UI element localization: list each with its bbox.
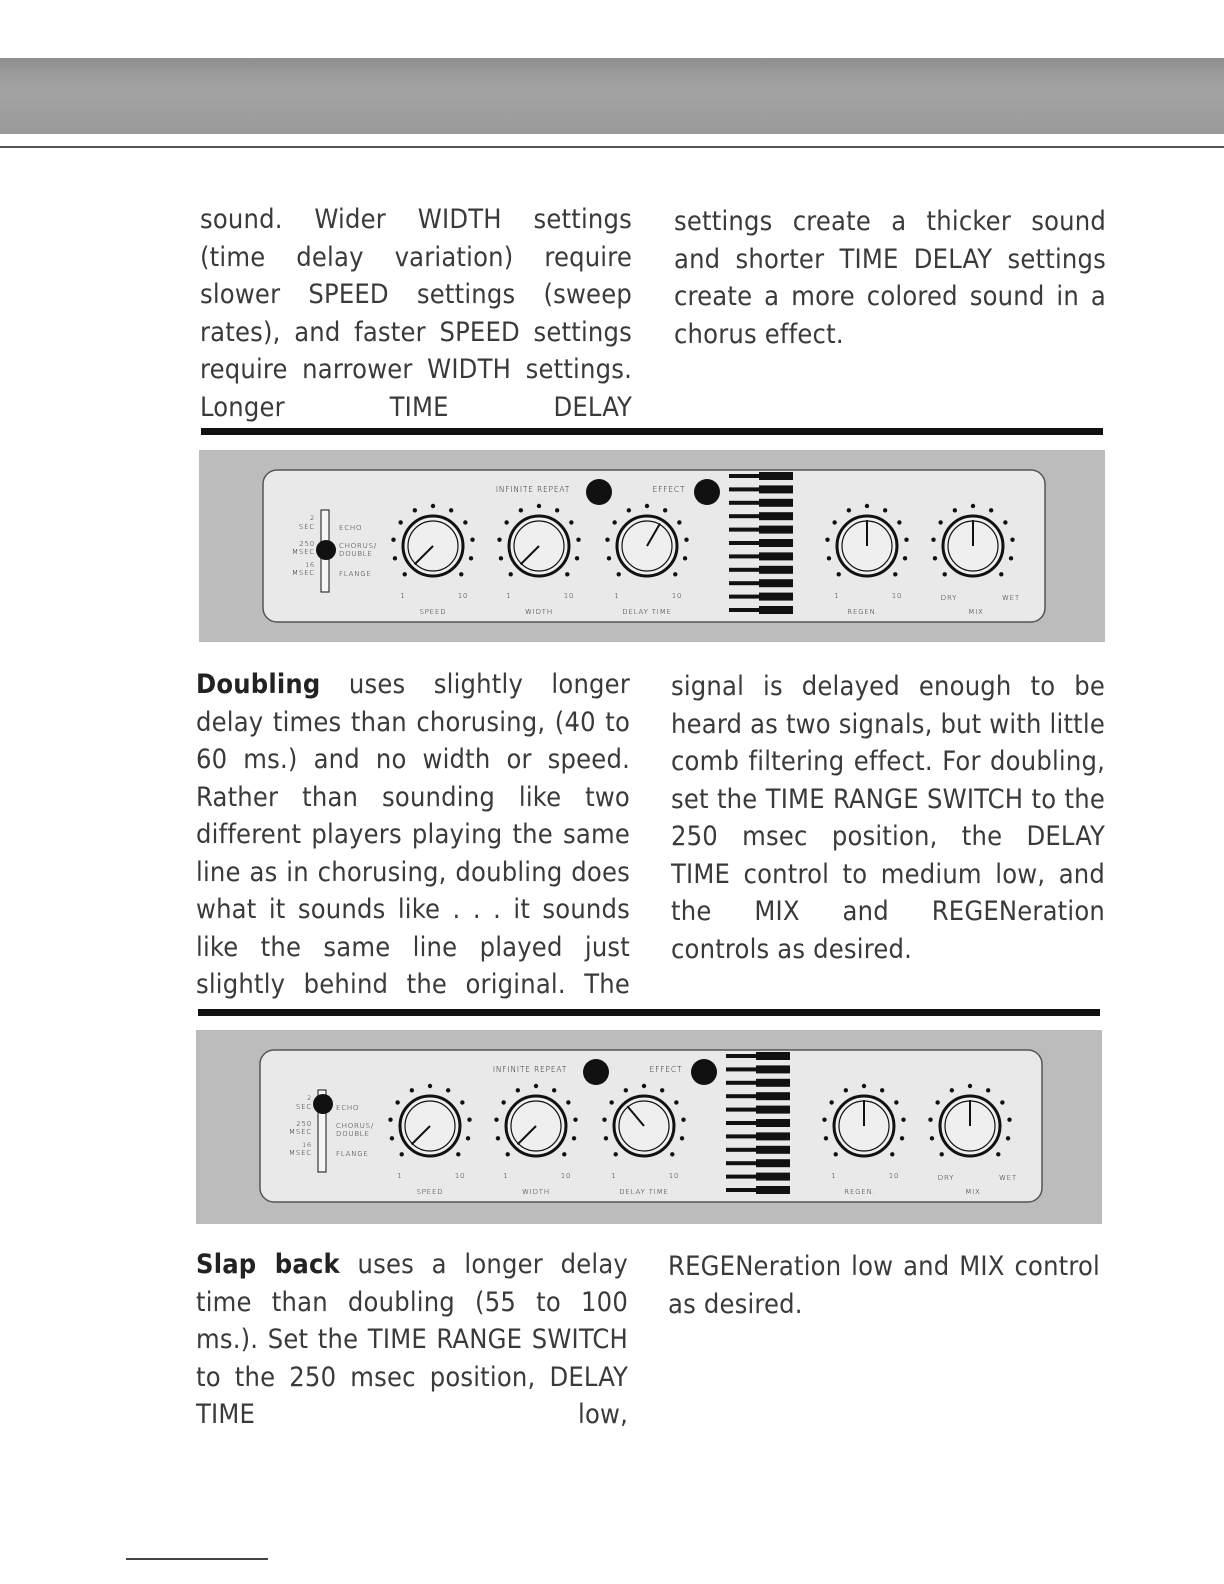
width-tick [534, 1084, 538, 1088]
slider-cap [756, 1119, 790, 1127]
section1-left-column [200, 201, 632, 426]
width-label: WIDTH [522, 1188, 550, 1196]
width-tick [497, 538, 501, 542]
delay-time-max-label: 10 [668, 1172, 680, 1180]
regen-tick [824, 1136, 828, 1140]
chorus-label: CHORUS/ [336, 1122, 375, 1130]
wet-label: WET [1001, 594, 1021, 602]
delay-time-tick [683, 556, 687, 560]
regen-tick [865, 504, 869, 508]
mix-tick [1009, 556, 1013, 560]
width-tick [575, 556, 579, 560]
slider-cap [756, 1079, 790, 1087]
speed-tick [393, 556, 397, 560]
regen-tick [862, 1084, 866, 1088]
speed-tick [456, 1152, 460, 1156]
section1-right-text: settings create a thicker sound and shorter TIME DELAY settings create a more colored sound in a chorus effect. [674, 206, 1106, 350]
effect-lamp [694, 479, 720, 505]
infinite-repeat-lamp [586, 479, 612, 505]
header-band [0, 58, 1224, 134]
mix-label: MIX [968, 608, 984, 616]
speed-tick [410, 1088, 414, 1092]
range-switch-handle [316, 540, 336, 560]
range-16-label: 16 [305, 561, 315, 569]
delay-time-tick [684, 538, 688, 542]
width-tick [555, 508, 559, 512]
width-max-label: 10 [560, 1172, 572, 1180]
regen-min-label: 1 [831, 1172, 837, 1180]
regen-tick [844, 1088, 848, 1092]
section-rule-2 [198, 1009, 1100, 1016]
speed-tick [470, 538, 474, 542]
regen-tick [829, 1100, 833, 1104]
regen-tick [837, 572, 841, 576]
infinite-repeat-label: INFINITE REPEAT [492, 1065, 568, 1074]
regen-tick [880, 1088, 884, 1092]
range-switch-handle [313, 1094, 333, 1114]
range-msec-label: MSEC [289, 1128, 312, 1136]
dry-label: DRY [940, 594, 958, 602]
section1-right-column [674, 203, 1106, 353]
slider-cap [759, 606, 793, 614]
width-tick [566, 1100, 570, 1104]
regen-tick [883, 508, 887, 512]
regen-label: REGEN. [847, 608, 879, 616]
mix-tick [938, 520, 942, 524]
slider-cap [759, 579, 793, 587]
delay-time-tick [670, 1152, 674, 1156]
width-tick [519, 508, 523, 512]
slider-cap [756, 1146, 790, 1154]
regen-max-label: 10 [888, 1172, 900, 1180]
flange-label: FLANGE [339, 570, 372, 578]
section3-right-text: REGENeration low and MIX control as desired. [668, 1251, 1100, 1320]
panel-1-drawing [263, 470, 1045, 622]
speed-max-label: 10 [454, 1172, 466, 1180]
speed-tick [466, 1136, 470, 1140]
effect-label: EFFECT [652, 485, 686, 494]
section3-left-column [196, 1246, 628, 1434]
infinite-repeat-lamp [583, 1059, 609, 1085]
range-2-label: 2 [307, 1094, 312, 1102]
section2-left-column [196, 666, 630, 1004]
width-label: WIDTH [525, 608, 553, 616]
range-sec-label: SEC [295, 1103, 312, 1111]
width-tick [572, 1136, 576, 1140]
delay-time-tick [604, 1136, 608, 1140]
mix-tick [943, 572, 947, 576]
width-tick [501, 1100, 505, 1104]
delay-time-tick [673, 572, 677, 576]
slider-cap [756, 1092, 790, 1100]
mix-tick [1003, 520, 1007, 524]
mix-tick [996, 1152, 1000, 1156]
speed-label: SPEED [419, 608, 447, 616]
wet-label: WET [998, 1174, 1018, 1182]
regen-tick [901, 1118, 905, 1122]
width-tick [496, 1136, 500, 1140]
mix-tick [940, 1152, 944, 1156]
delay-time-tick [602, 1118, 606, 1122]
width-tick [569, 520, 573, 524]
regen-tick [904, 538, 908, 542]
slider-cap [756, 1065, 790, 1073]
slider-cap [759, 499, 793, 507]
mix-tick [935, 1100, 939, 1104]
mix-tick [1000, 1100, 1004, 1104]
regen-tick [897, 520, 901, 524]
width-tick [499, 556, 503, 560]
mix-tick [930, 1136, 934, 1140]
section2-right-column [671, 668, 1105, 968]
delay-time-tick [624, 1088, 628, 1092]
speed-tick [446, 1088, 450, 1092]
section-rule-1 [201, 428, 1103, 435]
delay-time-max-label: 10 [671, 592, 683, 600]
width-tick [552, 1088, 556, 1092]
regen-tick [832, 520, 836, 524]
speed-tick [459, 572, 463, 576]
mix-tick [1007, 1118, 1011, 1122]
mix-tick [931, 538, 935, 542]
mix-tick [928, 1118, 932, 1122]
mix-tick [999, 572, 1003, 576]
delay-time-min-label: 1 [614, 592, 620, 600]
mix-tick [986, 1088, 990, 1092]
regen-max-label: 10 [891, 592, 903, 600]
slider-cap [759, 552, 793, 560]
slider-cap [759, 526, 793, 534]
slider-cap [759, 512, 793, 520]
speed-tick [388, 1118, 392, 1122]
speed-tick [413, 508, 417, 512]
effect-label: EFFECT [649, 1065, 683, 1074]
speed-tick [400, 1152, 404, 1156]
slider-cap [756, 1173, 790, 1181]
speed-tick [449, 508, 453, 512]
mix-tick [1006, 1136, 1010, 1140]
speed-tick [431, 504, 435, 508]
width-min-label: 1 [506, 592, 512, 600]
width-tick [562, 1152, 566, 1156]
width-tick [506, 1152, 510, 1156]
slider-cap [756, 1106, 790, 1114]
mix-tick [989, 508, 993, 512]
speed-tick [428, 1084, 432, 1088]
width-tick [573, 1118, 577, 1122]
speed-tick [398, 520, 402, 524]
delay-time-tick [645, 504, 649, 508]
regen-min-label: 1 [834, 592, 840, 600]
slider-cap [759, 485, 793, 493]
control-panel-1 [199, 450, 1105, 642]
slider-cap [756, 1052, 790, 1060]
delay-time-tick [642, 1084, 646, 1088]
footer-rule [126, 1558, 268, 1560]
mix-tick [953, 508, 957, 512]
effect-lamp [691, 1059, 717, 1085]
delay-time-tick [660, 1088, 664, 1092]
delay-time-tick [617, 572, 621, 576]
mix-tick [968, 1084, 972, 1088]
flange-label: FLANGE [336, 1150, 369, 1158]
slider-cap [759, 472, 793, 480]
speed-tick [395, 1100, 399, 1104]
echo-label: ECHO [336, 1104, 360, 1112]
mix-tick [950, 1088, 954, 1092]
section2-left-text: Doubling uses slightly longer delay times than chorusing, (40 to 60 ms.) and no width or speed. Rather than sounding like two different players playing the same line as in chorusing, doubling does what it sounds like . . . it sounds like the same line played just slightly behind the original. The [196, 669, 630, 1000]
range-2-label: 2 [310, 514, 315, 522]
mix-tick [971, 504, 975, 508]
delay-time-tick [609, 1100, 613, 1104]
slider-cap [759, 539, 793, 547]
regen-label: REGEN. [844, 1188, 876, 1196]
speed-min-label: 1 [397, 1172, 403, 1180]
delay-time-min-label: 1 [611, 1172, 617, 1180]
section3-left-text: Slap back uses a longer delay time than doubling (55 to 100 ms.). Set the TIME RANGE SWITCH to the 250 msec position, DELAY TIME low, [196, 1249, 628, 1430]
speed-label: SPEED [416, 1188, 444, 1196]
delay-time-tick [663, 508, 667, 512]
range-msec-label-2: MSEC [289, 1149, 312, 1157]
mix-tick [1010, 538, 1014, 542]
regen-tick [822, 1118, 826, 1122]
delay-time-label: DELAY TIME [622, 608, 672, 616]
delay-time-tick [605, 538, 609, 542]
delay-time-tick [677, 520, 681, 524]
slap-back-lead: Slap back [196, 1249, 340, 1280]
panel-2-drawing [260, 1050, 1042, 1202]
width-tick [537, 504, 541, 508]
width-tick [565, 572, 569, 576]
width-tick [576, 538, 580, 542]
range-250-label: 250 [299, 540, 315, 548]
slider-cap [756, 1186, 790, 1194]
delay-time-tick [627, 508, 631, 512]
delay-time-tick [674, 1100, 678, 1104]
dry-label: DRY [937, 1174, 955, 1182]
speed-tick [469, 556, 473, 560]
slider-cap [756, 1132, 790, 1140]
range-sec-label: SEC [298, 523, 315, 531]
regen-tick [900, 1136, 904, 1140]
regen-tick [893, 572, 897, 576]
speed-tick [390, 1136, 394, 1140]
range-msec-label: MSEC [292, 548, 315, 556]
speed-tick [403, 572, 407, 576]
speed-tick [467, 1118, 471, 1122]
speed-tick [460, 1100, 464, 1104]
doubling-lead: Doubling [196, 669, 321, 700]
speed-max-label: 10 [457, 592, 469, 600]
range-msec-label-2: MSEC [292, 569, 315, 577]
width-max-label: 10 [563, 592, 575, 600]
regen-tick [847, 508, 851, 512]
speed-tick [391, 538, 395, 542]
delay-time-tick [681, 1118, 685, 1122]
delay-time-tick [607, 556, 611, 560]
width-tick [516, 1088, 520, 1092]
regen-tick [825, 538, 829, 542]
regen-tick [903, 556, 907, 560]
range-16-label: 16 [302, 1141, 312, 1149]
chorus-label: CHORUS/ [339, 542, 378, 550]
slider-cap [759, 593, 793, 601]
width-tick [504, 520, 508, 524]
header-rule [0, 146, 1224, 148]
section2-right-text: signal is delayed enough to be heard as two signals, but with little comb filtering effect. For doubling, set the TIME RANGE SWITCH to the 250 msec position, the DELAY TIME control to medium low, and the MIX and REGENeration controls as desired. [671, 671, 1105, 965]
slider-cap [756, 1159, 790, 1167]
range-250-label: 250 [296, 1120, 312, 1128]
regen-tick [894, 1100, 898, 1104]
delay-time-tick [612, 520, 616, 524]
regen-tick [890, 1152, 894, 1156]
speed-min-label: 1 [400, 592, 406, 600]
regen-tick [834, 1152, 838, 1156]
width-tick [509, 572, 513, 576]
double-label: DOUBLE [336, 1130, 370, 1138]
control-panel-2 [196, 1030, 1102, 1224]
width-tick [494, 1118, 498, 1122]
delay-time-tick [614, 1152, 618, 1156]
regen-tick [827, 556, 831, 560]
speed-tick [463, 520, 467, 524]
width-min-label: 1 [503, 1172, 509, 1180]
section1-left-text: sound. Wider WIDTH settings (time delay variation) require slower SPEED settings (sweep rates), and faster SPEED settings require narrower WIDTH settings. Longer TIME DELAY [200, 204, 632, 423]
slider-cap [759, 566, 793, 574]
section3-right-column [668, 1248, 1100, 1323]
mix-tick [933, 556, 937, 560]
echo-label: ECHO [339, 524, 363, 532]
double-label: DOUBLE [339, 550, 373, 558]
mix-label: MIX [965, 1188, 981, 1196]
delay-time-label: DELAY TIME [619, 1188, 669, 1196]
infinite-repeat-label: INFINITE REPEAT [495, 485, 571, 494]
delay-time-tick [680, 1136, 684, 1140]
